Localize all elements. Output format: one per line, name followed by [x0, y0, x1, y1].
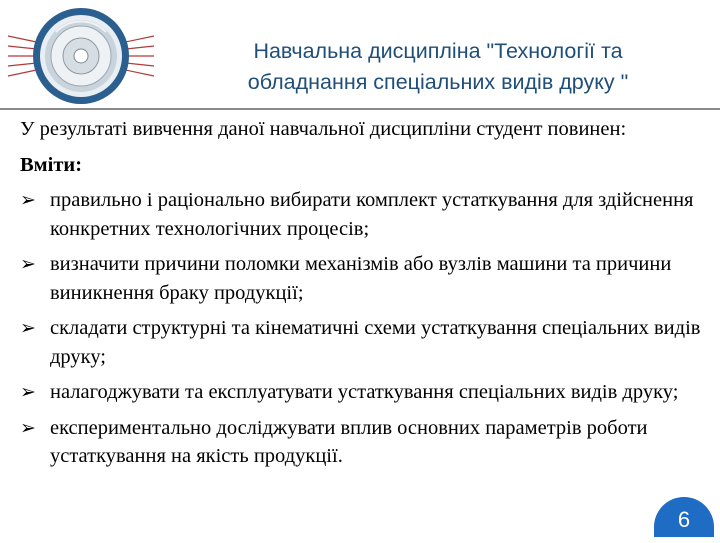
disc-logo-icon [6, 2, 156, 110]
list-item [20, 414, 710, 471]
header-divider [0, 108, 720, 110]
title-line-1: Навчальна дисципліна "Технології та [253, 39, 623, 63]
list-item [20, 314, 710, 371]
arrow-bullet-icon: ➢ [20, 381, 36, 403]
arrow-bullet-icon: ➢ [20, 189, 36, 211]
list-item [20, 250, 710, 307]
skills-heading: Вміти: [20, 153, 83, 176]
title-line-2: обладнання спеціальних видів друку " [247, 70, 629, 94]
intro-text: У результаті вивчення даної навчальної дисципліни студент повинен: [20, 118, 627, 140]
list-item-text: визначити причини поломки механізмів або вузлів машини та причини виникнення браку продукції; [50, 253, 672, 304]
slide-body [20, 115, 710, 478]
list-item-text: експериментально досліджувати вплив основних параметрів роботи устаткування на якість продукції. [50, 416, 648, 467]
arrow-bullet-icon: ➢ [20, 416, 36, 439]
arrow-bullet-icon: ➢ [20, 253, 36, 275]
page-number-badge: 6 [654, 497, 714, 537]
slide-title [168, 36, 708, 98]
arrow-bullet-icon: ➢ [20, 317, 36, 339]
list-item-text: складати структурні та кінематичні схеми устаткування спеціальних видів друку; [50, 317, 701, 368]
list-item-text: налагоджувати та експлуатувати устаткування спеціальних видів друку; [50, 381, 679, 403]
list-item [20, 378, 710, 407]
skills-list [20, 186, 710, 471]
list-item-text: правильно і раціонально вибирати комплект устаткування для здійснення конкретних технологічних процесів; [50, 189, 694, 240]
list-item [20, 186, 710, 243]
